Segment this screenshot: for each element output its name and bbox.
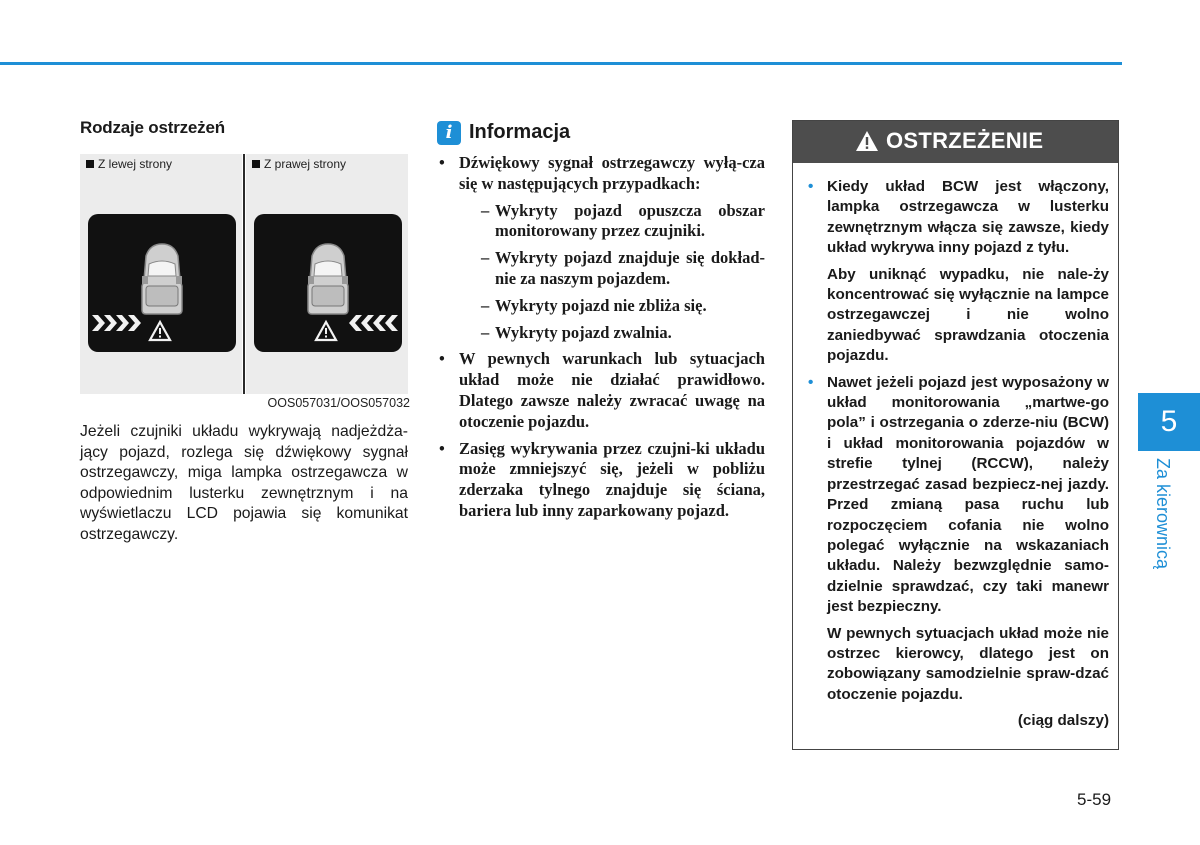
warning-triangle-icon bbox=[855, 130, 879, 152]
continued-note: (ciąg dalszy) bbox=[1017, 712, 1109, 730]
figure-label-left: Z lewej strony bbox=[98, 157, 173, 171]
warning-paragraph: Aby uniknąć wypadku, nie nale-ży koncentrować się wyłącznie na lampce ostrzegawczej i nie wolno zaniedbywać sprawdzania otoczenia pojazdu. bbox=[827, 265, 1109, 365]
chapter-name: Za kierownicą bbox=[1153, 458, 1173, 570]
page-number: 5-59 bbox=[1077, 790, 1112, 809]
info-icon: i bbox=[437, 121, 461, 145]
lcd-display-right bbox=[254, 214, 402, 352]
info-bullet bbox=[437, 153, 765, 343]
info-sub-item: – Wykryty pojazd zwalnia. bbox=[481, 322, 672, 342]
top-rule bbox=[0, 62, 1122, 65]
info-bullet: • W pewnych warunkach lub sytuacjach układ może nie działać prawidłowo. Dlatego zawsze należy zwracać uwagę na otoczenie pojazdu. bbox=[437, 349, 765, 432]
info-sub-item: – Wykryty pojazd znajduje się dokład-nie za naszym pojazdem. bbox=[481, 248, 765, 288]
section-title: Rodzaje ostrzeżeń bbox=[80, 118, 225, 137]
square-bullet-icon bbox=[86, 160, 94, 168]
warning-body bbox=[805, 177, 1109, 732]
warning-header bbox=[793, 121, 1118, 163]
figure-label-right: Z prawej strony bbox=[264, 157, 347, 171]
warning-title: OSTRZEŻENIE bbox=[886, 128, 1044, 153]
info-list bbox=[437, 153, 765, 528]
warning-figure bbox=[80, 154, 410, 416]
info-sub-item: – Wykryty pojazd nie zbliża się. bbox=[481, 295, 707, 315]
warning-bullet: • Nawet jeżeli pojazd jest wyposażony w układ monitorowania „martwe-go pola” i ostrzegania o zderze-niu (BCW) i układ monitorowania pojazdów w strefie tylnej (RCCW), należy przestrzegać zasad bezpiecz-nej jazdy. Przed zmianą pasa ruchu lub rozpoczęciem cofania nie wolno polegać wyłącznie na wskazaniach układu. Należy bezwzględnie samo-dzielnie sprawdzać, czy taki manewr jest bezpieczny. bbox=[805, 373, 1109, 618]
car-rear-right-warning-icon bbox=[254, 214, 402, 352]
figure-panel-left bbox=[80, 154, 242, 394]
figure-panel-right bbox=[246, 154, 408, 394]
chapter-tab: 5 bbox=[1138, 393, 1200, 451]
info-bullet-text: • Dźwiękowy sygnał ostrzegawczy wyłą-cza się w następujących przypadkach: bbox=[459, 153, 765, 193]
figure-caption: OOS057031/OOS057032 bbox=[267, 396, 410, 410]
lcd-display-left bbox=[88, 214, 236, 352]
square-bullet-icon bbox=[252, 160, 260, 168]
warning-paragraph: W pewnych sytuacjach układ może nie ostrzec kierowcy, dlatego jest on zobowiązany samodzielnie spraw-dzać otoczenie pojazdu. bbox=[827, 624, 1109, 703]
info-bullet: • Zasięg wykrywania przez czujni-ki układu może zmniejszyć się, jeżeli w pobliżu zderzaka tylnego znajduje się ściana, bariera lub inny zaparkowany pojazd. bbox=[437, 439, 765, 522]
warning-box bbox=[792, 120, 1119, 750]
body-paragraph: Jeżeli czujniki układu wykrywają nadjeżdża-jący pojazd, rozlega się dźwiękowy sygnał ostrzegawczy, miga lampka ostrzegawcza w odpowiednim lusterku zewnętrznym i na wyświetlaczu LCD pojawia się komunikat ostrzegawczy. bbox=[80, 423, 408, 543]
warning-bullet: • Kiedy układ BCW jest włączony, lampka ostrzegawcza w lusterku zewnętrznym włącza się zawsze, kiedy układ wykrywa inny pojazd z tyłu. bbox=[805, 177, 1109, 259]
car-rear-left-warning-icon bbox=[88, 214, 236, 352]
figure-divider bbox=[243, 154, 245, 394]
info-title: Informacja bbox=[469, 121, 571, 143]
info-sub-item: – Wykryty pojazd opuszcza obszar monitorowany przez czujniki. bbox=[481, 200, 765, 241]
